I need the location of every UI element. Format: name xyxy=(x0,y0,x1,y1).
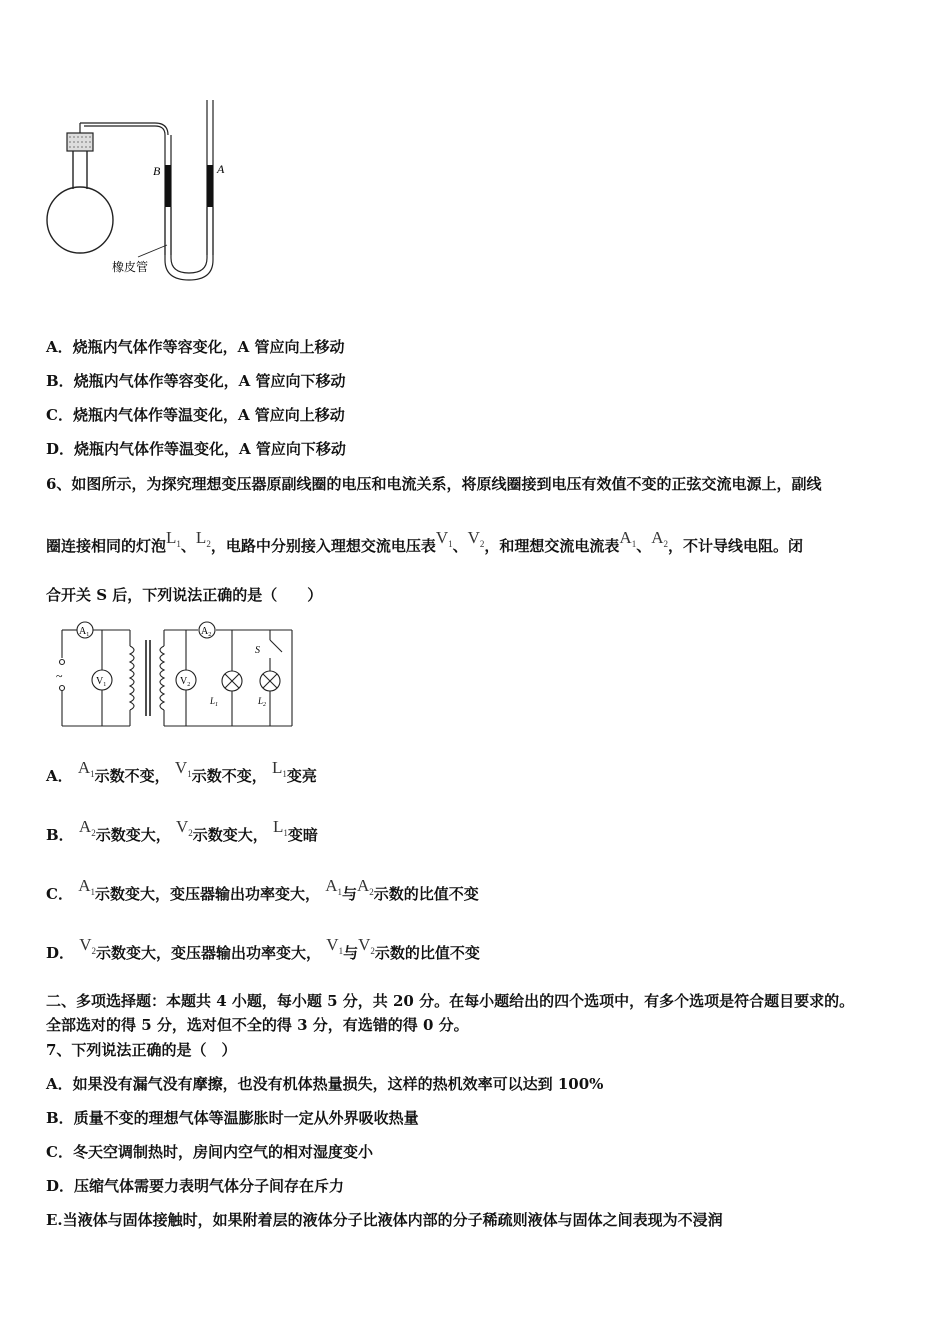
q5-option-b: B．烧瓶内气体作等容变化，A 管应向下移动 xyxy=(46,372,346,390)
voltmeter-v1-label: $V_1$ xyxy=(96,676,107,688)
ammeter-a1-label: $A_1$ xyxy=(79,626,90,638)
q7-option-c: C．冬天空调制热时，房间内空气的相对湿度变小 xyxy=(46,1143,373,1161)
q6-option-a: A． $A_1$示数不变， $V_1$示数不变， $L_1$变亮 xyxy=(46,758,317,785)
voltmeter-v2-label: $V_2$ xyxy=(180,676,191,688)
transformer-circuit-figure xyxy=(50,618,300,738)
label-b: B xyxy=(153,164,161,178)
q7-stem: 7、下列说法正确的是（ ） xyxy=(46,1041,237,1059)
symbol-l2: $L_2$ xyxy=(195,528,211,549)
switch-s-label: S xyxy=(255,645,260,656)
lamp-l1-label: $L_1$ xyxy=(210,696,219,708)
q7-option-d: D．压缩气体需要力表明气体分子间存在斥力 xyxy=(46,1177,345,1195)
q6-option-c: C． $A_1$示数变大，变压器输出功率变大， $A_1$与$A_2$示数的比值不变 xyxy=(46,876,479,903)
q6-stem-line2: 圈连接相同的灯泡$L_1$、$L_2$，电路中分别接入理想交流电压表$V_1$、$V_2$，和理想交流电流表$A_1$、$A_2$，不计导线电阻。闭 xyxy=(46,528,804,555)
q5-option-c: C．烧瓶内气体作等温变化，A 管应向上移动 xyxy=(46,406,345,424)
symbol-l1: $L_1$ xyxy=(166,528,181,549)
section2-heading-line2: 全部选对的得 5 分，选对但不全的得 3 分，有选错的得 0 分。 xyxy=(46,1016,469,1034)
q7-option-b: B．质量不变的理想气体等温膨胀时一定从外界吸收热量 xyxy=(46,1109,419,1127)
ammeter-a2-label: $A_2$ xyxy=(201,626,212,638)
q5-option-d: D．烧瓶内气体作等温变化，A 管应向下移动 xyxy=(46,440,346,458)
q6-option-d: D． $V_2$示数变大，变压器输出功率变大， $V_1$与$V_2$示数的比值不变 xyxy=(46,935,480,962)
ac-source-symbol: ~ xyxy=(56,669,63,683)
symbol-v2: $V_2$ xyxy=(467,528,485,549)
q7-option-a: A．如果没有漏气没有摩擦，也没有机体热量损失，这样的热机效率可以达到 100% xyxy=(46,1075,604,1093)
q6-stem-line3: 合开关 S 后，下列说法正确的是（ ） xyxy=(46,586,323,604)
symbol-v1: $V_1$ xyxy=(435,528,453,549)
symbol-a1: $A_1$ xyxy=(619,528,637,549)
q7-option-e: E.当液体与固体接触时，如果附着层的液体分子比液体内部的分子稀疏则液体与固体之间表现为不浸润 xyxy=(46,1211,723,1229)
q5-option-a: A．烧瓶内气体作等容变化，A 管应向上移动 xyxy=(46,338,345,356)
section2-heading-line1: 二、多项选择题：本题共 4 小题，每小题 5 分，共 20 分。在每小题给出的四个选项中，有多个选项是符合题目要求的。 xyxy=(46,992,855,1010)
label-rubber-tube: 橡皮管 xyxy=(112,260,149,274)
q6-stem-line1: 6、如图所示，为探究理想变压器原副线圈的电压和电流关系，将原线圈接到电压有效值不变的正弦交流电源上，副线 xyxy=(46,475,822,493)
q6-option-b: B． $A_2$示数变大， $V_2$示数变大， $L_1$变暗 xyxy=(46,817,318,844)
lamp-l2-label: $L_2$ xyxy=(258,696,267,708)
symbol-a2: $A_2$ xyxy=(651,528,668,549)
flask-manometer-figure xyxy=(40,95,240,295)
label-a: A xyxy=(217,162,225,176)
